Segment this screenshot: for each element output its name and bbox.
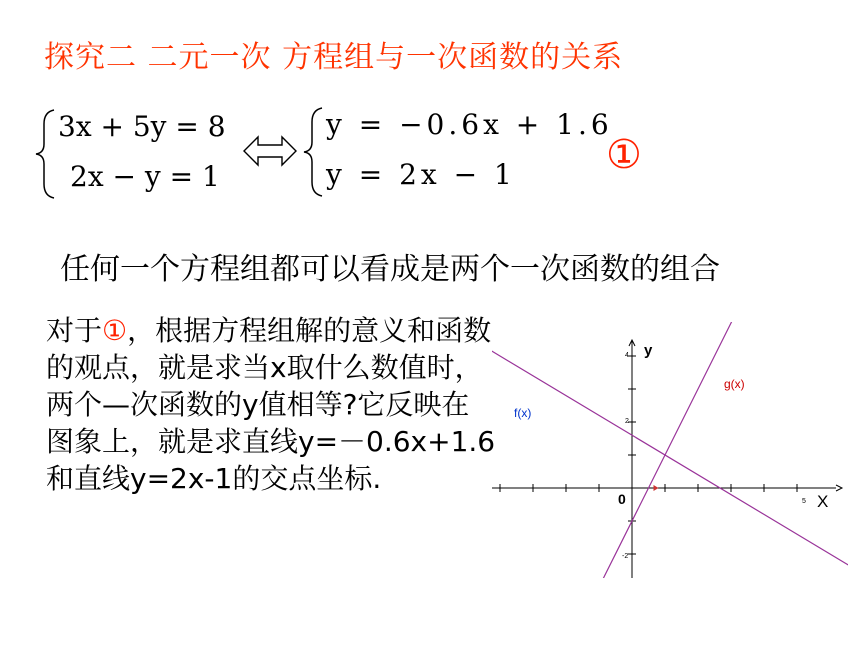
paragraph-body: ，根据方程组解的意义和函数的观点，就是求当x取什么数值时，两个—次函数的y值相等?它反映在图象上，就是求直线y=－0.6x+1.6和直线y=2x-1的交点坐标. [46, 314, 496, 495]
equivalence-arrow-icon [242, 134, 298, 168]
right-brace [302, 106, 326, 198]
series-line-f [492, 322, 848, 578]
right-equation-2: y = 2x − 1 [326, 158, 516, 191]
equation-marker: ① [606, 132, 642, 178]
x-tick-label-5: 5 [802, 498, 806, 505]
left-equation-2: 2x − y = 1 [70, 160, 220, 193]
section-title: 探究二 二元一次 方程组与一次函数的关系 [44, 40, 624, 75]
function-graph [492, 322, 848, 578]
x-axis-arrow [836, 485, 842, 491]
explanation-paragraph [46, 312, 496, 497]
series-line-g [492, 322, 848, 578]
g-function-label: g(x) [724, 377, 745, 391]
y-axis-label: y [644, 342, 653, 359]
left-equation-1: 3x + 5y = 8 [58, 110, 226, 143]
x-axis-label: X [817, 492, 829, 511]
left-brace [34, 108, 58, 200]
root-marker-icon [654, 485, 659, 491]
paragraph-marker: ① [102, 314, 128, 347]
f-function-label: f(x) [514, 406, 532, 420]
right-equation-1: y = −0.6x + 1.6 [326, 108, 613, 141]
y-tick-label-4: 4 [625, 352, 629, 359]
y-tick-label-2: 2 [625, 418, 629, 425]
origin-label: 0 [618, 491, 626, 507]
y-tick-label-neg2: -2 [622, 553, 629, 560]
statement-text: 任何一个方程组都可以看成是两个一次函数的组合 [60, 252, 720, 287]
paragraph-prefix: 对于 [46, 314, 103, 347]
